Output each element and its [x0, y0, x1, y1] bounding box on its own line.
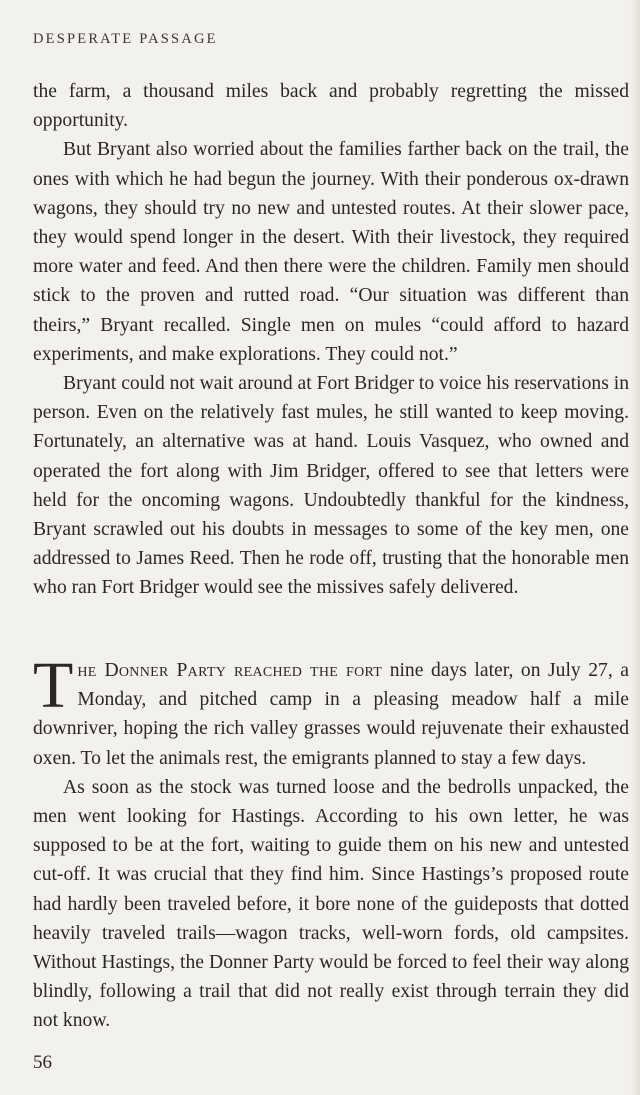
section-lead-paragraph: [33, 649, 629, 773]
body-text: [33, 77, 629, 603]
section-paragraph-2: As soon as the stock was turned loose and the bedrolls unpacked, the men went looking for Hastings. According to his own letter, he was supposed to be at the fort, waiting to guide them on his new and untested cut-off. It was crucial that they find him. Since Hastings’s proposed route had hardly been traveled before, it bore none of the guideposts that dotted heavily traveled trails—wagon tracks, well-worn fords, old campsites. Without Hastings, the Donner Party would be forced to feel their way along blindly, following a trail that did not really exist through terrain they did not know.: [33, 776, 629, 1032]
lead-in-rest: nine days later, on July 27, a Monday, and pitched camp in a pleasing meadow half a mile downriver, hoping the rich valley grasses would rejuvenate their exhausted oxen. To let the animals rest, the emigrants planned to stay a few days.: [33, 660, 629, 769]
running-head: DESPERATE PASSAGE: [33, 31, 218, 47]
drop-cap: T: [33, 649, 74, 722]
paragraph-2: But Bryant also worried about the families farther back on the trail, the ones with which he had begun the journey. With their ponderous ox-drawn wagons, they should try no new and untested routes. At their slower pace, they would spend longer in the desert. With their livestock, they required more water and feed. And then there were the children. Family men should stick to the proven and rutted road. “Our situation was different than theirs,” Bryant recalled. Single men on mules “could afford to hazard experiments, and make explorations. They could not.”: [33, 139, 629, 365]
paragraph-1: the farm, a thousand miles back and probably regretting the missed opportunity.: [33, 81, 629, 132]
section-text: [33, 649, 629, 1036]
paragraph-3: Bryant could not wait around at Fort Bridger to voice his reservations in person. Even on the relatively fast mules, he still wanted to keep moving. Fortunately, an alternative was at hand. Louis Vasquez, who owned and operated the fort along with Jim Bridger, offered to see that letters were held for the oncoming wagons. Undoubtedly thankful for the kindness, Bryant scrawled out his doubts in messages to some of the key men, one addressed to James Reed. Then he rode off, trusting that the honorable men who ran Fort Bridger would see the missives safely delivered.: [33, 373, 629, 599]
page-number: 56: [33, 1052, 52, 1073]
page-edge-shadow: [630, 0, 640, 1095]
lead-in-smallcaps: he Donner Party reached the fort: [77, 660, 383, 681]
